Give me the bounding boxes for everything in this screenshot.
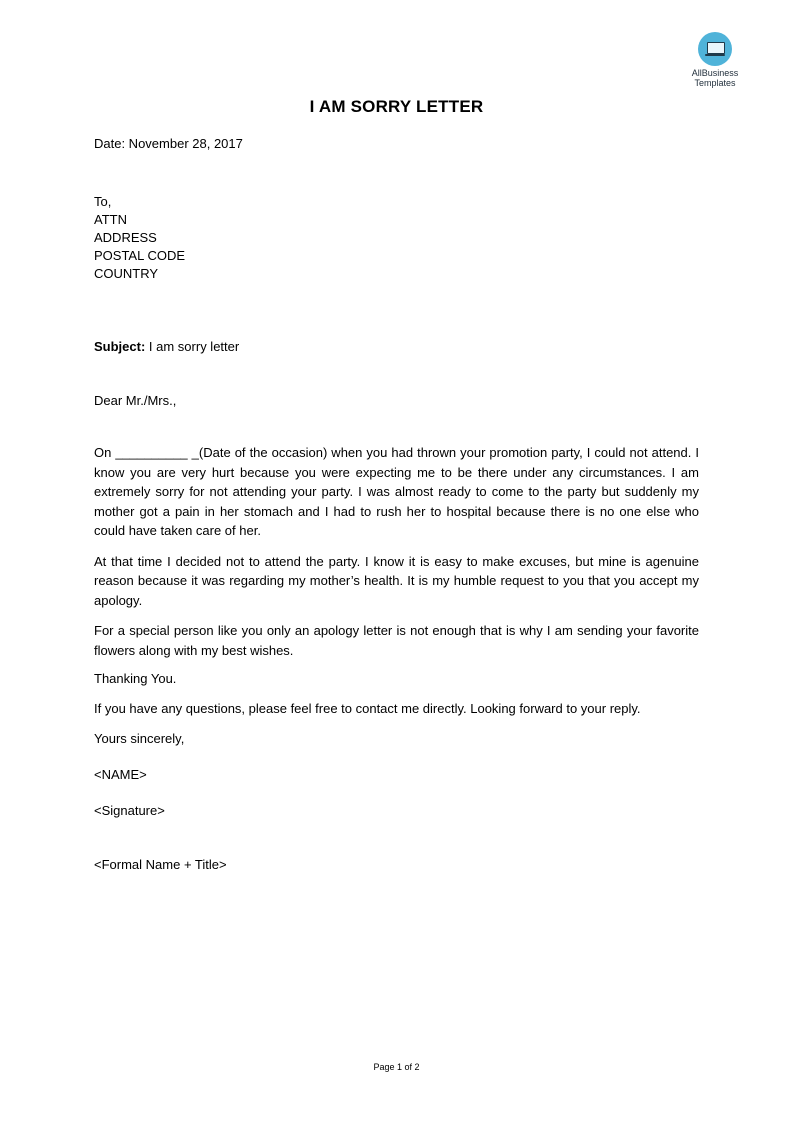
address-line: COUNTRY <box>94 266 159 281</box>
address-block <box>94 193 699 283</box>
formal-name-placeholder: <Formal Name + Title> <box>94 857 227 872</box>
address-line: ADDRESS <box>94 230 157 245</box>
salutation: Dear Mr./Mrs., <box>94 393 177 408</box>
subject-line <box>94 337 699 356</box>
subject-text: I am sorry letter <box>145 339 240 354</box>
logo <box>680 32 750 88</box>
body-paragraph: For a special person like you only an apology letter is not enough that is why I am sending your favorite flowers along with my best wishes. <box>94 623 699 658</box>
address-line: To, <box>94 194 112 209</box>
closing-line: Yours sincerely, <box>94 731 185 746</box>
logo-text <box>680 68 750 88</box>
logo-line-1: AllBusiness <box>691 68 739 78</box>
thanks-line: Thanking You. <box>94 671 177 686</box>
laptop-icon <box>698 32 732 66</box>
letter-body <box>94 443 699 671</box>
body-paragraph: On __________ _(Date of the occasion) when you had thrown your promotion party, I could not attend. I know you are very hurt because you were expecting me to be there under any circumstances. I am extremely sorry for not attending your party. I was almost ready to come to the party but suddenly my mother got a pain in her stomach and I had to rush her to hospital because there is no one else who could have taken care of her. <box>94 445 699 538</box>
body-paragraph: At that time I decided not to attend the party. I know it is easy to make excuses, but mine is agenuine reason because it was regarding my mother’s health. It is my humble request to you that you accept my apology. <box>94 553 699 608</box>
name-placeholder: <NAME> <box>94 767 147 782</box>
closing-block <box>94 669 699 759</box>
document-title: I AM SORRY LETTER <box>309 97 484 116</box>
logo-line-2: Templates <box>694 78 736 88</box>
page-number: Page 1 of 2 <box>373 1062 420 1072</box>
subject-label: Subject: <box>94 339 146 354</box>
address-line: POSTAL CODE <box>94 248 186 263</box>
signature-placeholder: <Signature> <box>94 803 165 818</box>
letter-date: Date: November 28, 2017 <box>94 136 243 151</box>
questions-line: If you have any questions, please feel free to contact me directly. Looking forward to your reply. <box>94 701 641 716</box>
address-line: ATTN <box>94 212 127 227</box>
